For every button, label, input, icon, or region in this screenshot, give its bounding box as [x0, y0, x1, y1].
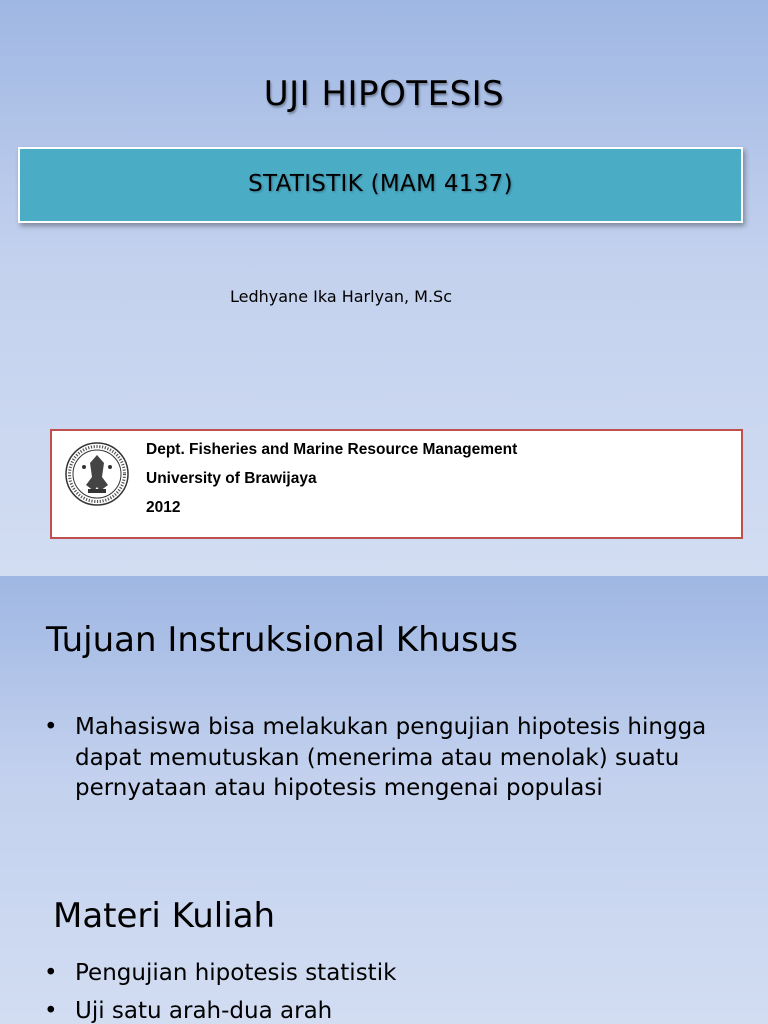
bullet-icon: • — [44, 960, 58, 986]
objective-text: Mahasiswa bisa melakukan pengujian hipotesis hingga dapat memutuskan (menerima atau menolak) suatu pernyataan atau hipotesis mengenai populasi — [75, 714, 707, 801]
objectives-heading: Tujuan Instruksional Khusus — [46, 620, 519, 660]
slide-title: UJI HIPOTESIS — [263, 74, 505, 114]
affiliation-box — [50, 429, 743, 539]
university-line: University of Brawijaya — [146, 470, 317, 487]
list-item — [44, 996, 332, 1024]
university-seal-icon — [64, 441, 130, 507]
objectives-slide — [0, 576, 768, 1024]
materials-heading: Materi Kuliah — [53, 896, 276, 936]
author-name: Ledhyane Ika Harlyan, M.Sc — [230, 287, 452, 306]
year-line: 2012 — [146, 499, 181, 516]
course-subtitle: STATISTIK (MAM 4137) — [248, 171, 513, 197]
material-text: Pengujian hipotesis statistik — [75, 960, 397, 986]
bullet-icon: • — [44, 714, 58, 740]
bullet-icon: • — [44, 998, 58, 1024]
material-text: Uji satu arah-dua arah — [75, 998, 333, 1024]
list-item — [44, 958, 396, 989]
department-line: Dept. Fisheries and Marine Resource Management — [146, 441, 518, 458]
affiliation-text — [146, 435, 517, 522]
subtitle-band — [18, 147, 743, 223]
list-item — [44, 712, 725, 804]
